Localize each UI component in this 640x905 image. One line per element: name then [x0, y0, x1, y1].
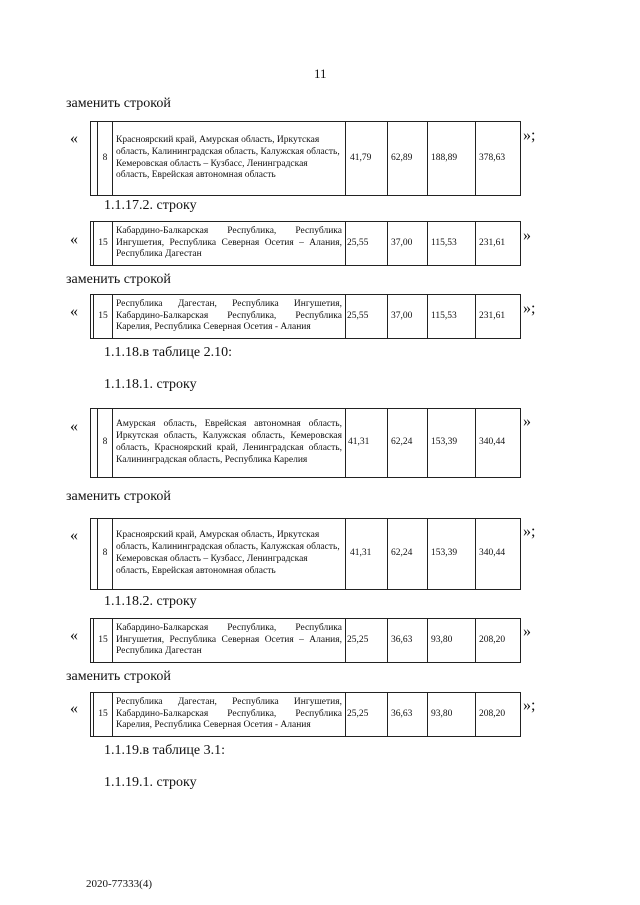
table-row	[90, 294, 521, 339]
table-cell-index: 8	[98, 409, 113, 478]
quote-open: «	[70, 130, 78, 147]
table-cell-value: 153,39	[428, 519, 476, 590]
table-cell-value: 378,63	[476, 122, 521, 196]
table-cell-value: 41,31	[346, 409, 388, 478]
table-cell-value: 208,20	[476, 619, 521, 663]
table-cell-gap	[91, 519, 98, 590]
quote-open: «	[70, 527, 78, 544]
quote-open: «	[70, 303, 78, 320]
table-cell-regions: Республика Дагестан, Республика Ингушетия, Кабардино-Балкарская Республика, Республика Карелия, Республика Северная Осетия - Алания	[113, 693, 346, 737]
table-cell-index: 15	[94, 222, 113, 266]
instruction-label: 1.1.19.1. строку	[104, 775, 197, 790]
quote-close: »;	[523, 300, 536, 317]
page-number: 11	[314, 66, 327, 81]
instruction-label: 1.1.18.2. строку	[104, 594, 197, 609]
table-cell-gap	[91, 122, 98, 196]
table-cell-value: 37,00	[388, 295, 428, 339]
instruction-label: 1.1.18.1. строку	[104, 377, 197, 392]
instruction-label: заменить строкой	[66, 669, 171, 684]
quote-close: »	[523, 413, 531, 430]
quote-close: »;	[523, 523, 536, 540]
table-cell-value: 93,80	[428, 693, 476, 737]
table-cell-index: 15	[94, 619, 113, 663]
table-cell-value: 208,20	[476, 693, 521, 737]
table-cell-index: 15	[94, 295, 113, 339]
table-row	[90, 692, 521, 737]
table-cell-regions: Республика Дагестан, Республика Ингушетия, Кабардино-Балкарская Республика, Республика Карелия, Республика Северная Осетия - Алания	[113, 295, 346, 339]
instruction-label: заменить строкой	[66, 489, 171, 504]
table-row	[90, 618, 521, 663]
table-cell-value: 188,89	[428, 122, 476, 196]
table-row	[90, 121, 521, 196]
table-cell-index: 8	[98, 122, 113, 196]
table-cell-regions: Амурская область, Еврейская автономная область, Иркутская область, Калужская область, Кемеровская область, Красноярский край, Ленинградская область, Калининградская область, Республика Карелия	[113, 409, 346, 478]
table-cell-value: 340,44	[476, 519, 521, 590]
table-cell-gap	[91, 409, 98, 478]
table-cell-regions: Красноярский край, Амурская область, Иркутская область, Калининградская область, Калужская область, Кемеровская область – Кузбасс, Ленинградская область, Еврейская автономная область	[113, 519, 346, 590]
table-cell-value: 41,31	[346, 519, 388, 590]
table-cell-regions: Кабардино-Балкарская Республика, Республика Ингушетия, Республика Северная Осетия – Алания, Республика Дагестан	[113, 222, 346, 266]
quote-open: «	[70, 231, 78, 248]
section-heading: 1.1.19.в таблице 3.1:	[104, 743, 225, 758]
table-row	[90, 408, 521, 478]
quote-close: »	[523, 227, 531, 244]
quote-open: «	[70, 700, 78, 717]
table-cell-value: 37,00	[388, 222, 428, 266]
table-row	[90, 518, 521, 590]
table-cell-value: 231,61	[476, 222, 521, 266]
instruction-label: заменить строкой	[66, 272, 171, 287]
table-cell-value: 36,63	[388, 693, 428, 737]
quote-open: «	[70, 418, 78, 435]
table-row	[90, 221, 521, 266]
table-cell-value: 231,61	[476, 295, 521, 339]
table-cell-value: 36,63	[388, 619, 428, 663]
table-cell-value: 62,89	[388, 122, 428, 196]
instruction-label: заменить строкой	[66, 96, 171, 111]
document-footer-code: 2020-77333(4)	[86, 878, 152, 890]
table-cell-index: 15	[94, 693, 113, 737]
quote-close: »;	[523, 697, 536, 714]
quote-open: «	[70, 627, 78, 644]
table-cell-value: 62,24	[388, 409, 428, 478]
table-cell-value: 62,24	[388, 519, 428, 590]
table-cell-value: 25,25	[346, 619, 388, 663]
instruction-label: 1.1.17.2. строку	[104, 198, 197, 213]
table-cell-value: 25,25	[346, 693, 388, 737]
table-cell-value: 340,44	[476, 409, 521, 478]
quote-close: »;	[523, 127, 536, 144]
quote-close: »	[523, 623, 531, 640]
table-cell-value: 25,55	[346, 222, 388, 266]
table-cell-index: 8	[98, 519, 113, 590]
table-cell-value: 25,55	[346, 295, 388, 339]
table-cell-value: 115,53	[428, 295, 476, 339]
table-cell-value: 153,39	[428, 409, 476, 478]
table-cell-regions: Кабардино-Балкарская Республика, Республика Ингушетия, Республика Северная Осетия – Алания, Республика Дагестан	[113, 619, 346, 663]
table-cell-value: 41,79	[346, 122, 388, 196]
section-heading: 1.1.18.в таблице 2.10:	[104, 345, 232, 360]
table-cell-value: 115,53	[428, 222, 476, 266]
table-cell-value: 93,80	[428, 619, 476, 663]
table-cell-regions: Красноярский край, Амурская область, Иркутская область, Калининградская область, Калужская область, Кемеровская область – Кузбасс, Ленинградская область, Еврейская автономная область	[113, 122, 346, 196]
